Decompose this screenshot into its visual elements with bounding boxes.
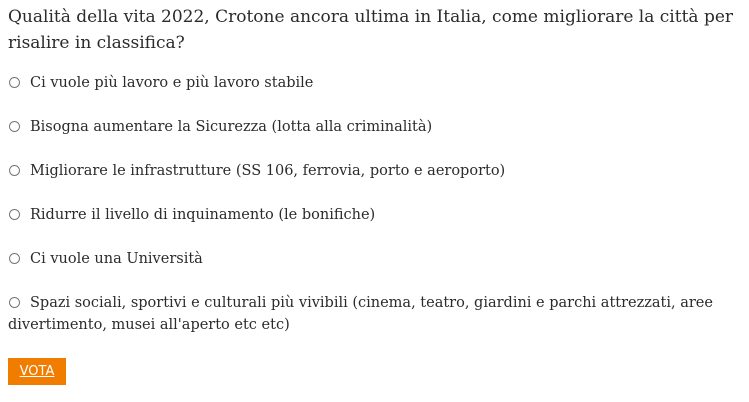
poll-option-spazi-sociali[interactable] — [8, 292, 743, 336]
poll-option-label: Migliorare le infrastrutture (SS 106, ferrovia, porto e aeroporto) — [30, 163, 506, 179]
poll-option-label: Ci vuole una Università — [30, 251, 203, 267]
poll-option-inquinamento[interactable] — [8, 204, 743, 226]
poll-option-lavoro[interactable] — [8, 72, 743, 94]
radio-button-icon[interactable] — [9, 121, 20, 132]
poll-option-label: Bisogna aumentare la Sicurezza (lotta alla criminalità) — [30, 119, 433, 135]
poll-option-sicurezza[interactable] — [8, 116, 743, 138]
poll-option-label: Ci vuole più lavoro e più lavoro stabile — [30, 75, 314, 91]
radio-button-icon[interactable] — [9, 165, 20, 176]
radio-button-icon[interactable] — [9, 77, 20, 88]
radio-button-icon[interactable] — [9, 209, 20, 220]
radio-button-icon[interactable] — [9, 297, 20, 308]
poll-option-universita[interactable] — [8, 248, 743, 270]
poll-option-infrastrutture[interactable] — [8, 160, 743, 182]
radio-button-icon[interactable] — [9, 253, 20, 264]
poll-option-label: Spazi sociali, sportivi e culturali più vivibili (cinema, teatro, giardini e parchi attrezzati, aree divertimento, musei all'aperto etc etc) — [8, 295, 713, 333]
poll-option-label: Ridurre il livello di inquinamento (le bonifiche) — [30, 207, 376, 223]
vote-button[interactable]: VOTA — [8, 358, 66, 385]
poll-question: Qualità della vita 2022, Crotone ancora ultima in Italia, come migliorare la città per risalire in classifica? — [8, 7, 734, 53]
